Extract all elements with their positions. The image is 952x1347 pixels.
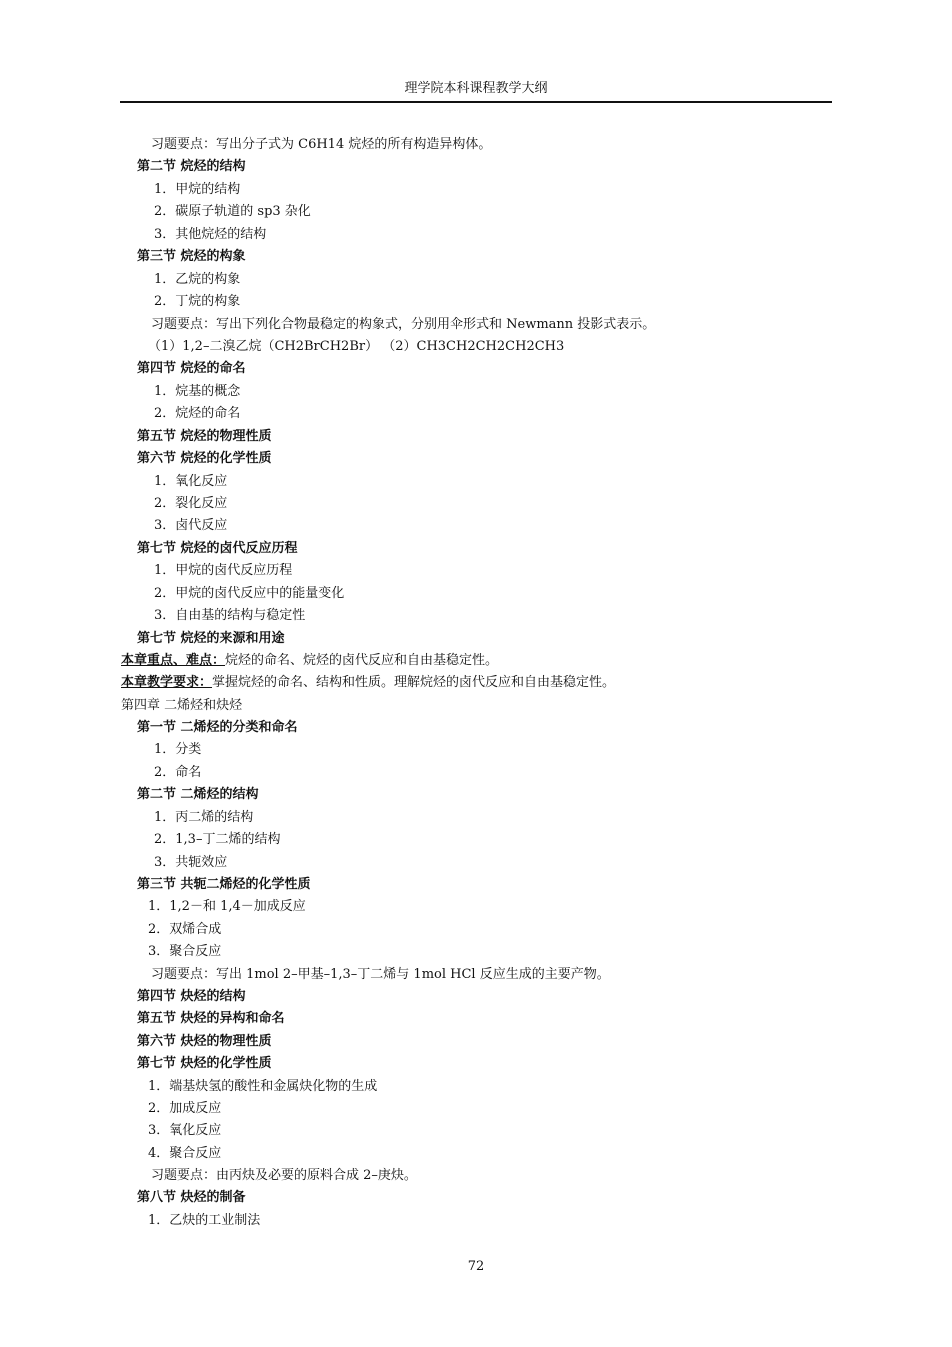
list-item: 3．其他烷烃的结构 (154, 227, 267, 242)
list-item: 1．乙烷的构象 (154, 272, 241, 287)
list-item: 1．丙二烯的结构 (154, 810, 254, 825)
section-heading: 第六节 烷烃的化学性质 (137, 451, 272, 466)
exercise-formula-line: （1）1,2–二溴乙烷（CH2BrCH2Br） （2）CH3CH2CH2CH2CH3 (148, 339, 565, 354)
list-item: 1．1,2－和 1,4－加成反应 (148, 899, 306, 914)
section-heading: 第五节 炔烃的异构和命名 (137, 1011, 285, 1026)
list-item: 2．加成反应 (148, 1101, 222, 1116)
section-heading: 第三节 共轭二烯烃的化学性质 (137, 877, 311, 892)
list-item: 3．自由基的结构与稳定性 (154, 608, 306, 623)
list-item: 1．乙炔的工业制法 (148, 1213, 261, 1228)
section-heading: 第六节 炔烃的物理性质 (137, 1034, 272, 1049)
list-item: 1．甲烷的卤代反应历程 (154, 563, 293, 578)
list-item: 3．卤代反应 (154, 518, 228, 533)
chapter-requirements (121, 674, 615, 691)
page-number: 72 (467, 1259, 485, 1274)
list-item: 3．氧化反应 (148, 1123, 222, 1138)
list-item: 1．分类 (154, 742, 202, 757)
chapter-heading: 第四章 二烯烃和炔烃 (121, 698, 243, 713)
list-item: 1．氧化反应 (154, 474, 228, 489)
section-heading: 第一节 二烯烃的分类和命名 (137, 720, 298, 735)
requirements-label: 本章教学要求： (121, 675, 213, 690)
section-heading: 第三节 烷烃的构象 (137, 249, 246, 264)
list-item: 2．烷烃的命名 (154, 406, 241, 421)
list-item: 2．丁烷的构象 (154, 294, 241, 309)
section-heading: 第四节 炔烃的结构 (137, 989, 246, 1004)
section-heading: 第七节 烷烃的来源和用途 (137, 631, 285, 646)
section-heading: 第八节 炔烃的制备 (137, 1190, 246, 1205)
key-points-text: 烷烃的命名、烷烃的卤代反应和自由基稳定性。 (225, 653, 499, 668)
section-heading: 第七节 炔烃的化学性质 (137, 1056, 272, 1071)
exercise-note: 习题要点：写出分子式为 C6H14 烷烃的所有构造异构体。 (151, 137, 492, 152)
list-item: 3．聚合反应 (148, 944, 222, 959)
section-heading: 第四节 烷烃的命名 (137, 361, 246, 376)
list-item: 2．双烯合成 (148, 922, 222, 937)
section-heading: 第七节 烷烃的卤代反应历程 (137, 541, 298, 556)
list-item: 1．端基炔氢的酸性和金属炔化物的生成 (148, 1079, 378, 1094)
section-heading: 第二节 烷烃的结构 (137, 159, 246, 174)
list-item: 2．1,3–丁二烯的结构 (154, 832, 281, 847)
list-item: 2．命名 (154, 765, 202, 780)
exercise-note: 习题要点：写出 1mol 2–甲基–1,3–丁二烯与 1mol HCl 反应生成的主要产物。 (151, 967, 610, 982)
key-points-label: 本章重点、难点： (121, 653, 226, 668)
section-heading: 第五节 烷烃的物理性质 (137, 429, 272, 444)
exercise-note: 习题要点：由丙炔及必要的原料合成 2–庚炔。 (151, 1168, 417, 1183)
list-item: 2．甲烷的卤代反应中的能量变化 (154, 586, 345, 601)
exercise-note: 习题要点：写出下列化合物最稳定的构象式，分别用伞形式和 Newmann 投影式表示。 (151, 317, 656, 332)
list-item: 1．烷基的概念 (154, 384, 241, 399)
page-header-title: 理学院本科课程教学大纲 (404, 81, 548, 96)
list-item: 4．聚合反应 (148, 1146, 222, 1161)
list-item: 3．共轭效应 (154, 855, 228, 870)
chapter-key-points (121, 652, 498, 669)
section-heading: 第二节 二烯烃的结构 (137, 787, 259, 802)
list-item: 2．碳原子轨道的 sp3 杂化 (154, 204, 311, 219)
list-item: 1．甲烷的结构 (154, 182, 241, 197)
list-item: 2．裂化反应 (154, 496, 228, 511)
requirements-text: 掌握烷烃的命名、结构和性质。理解烷烃的卤代反应和自由基稳定性。 (212, 675, 616, 690)
